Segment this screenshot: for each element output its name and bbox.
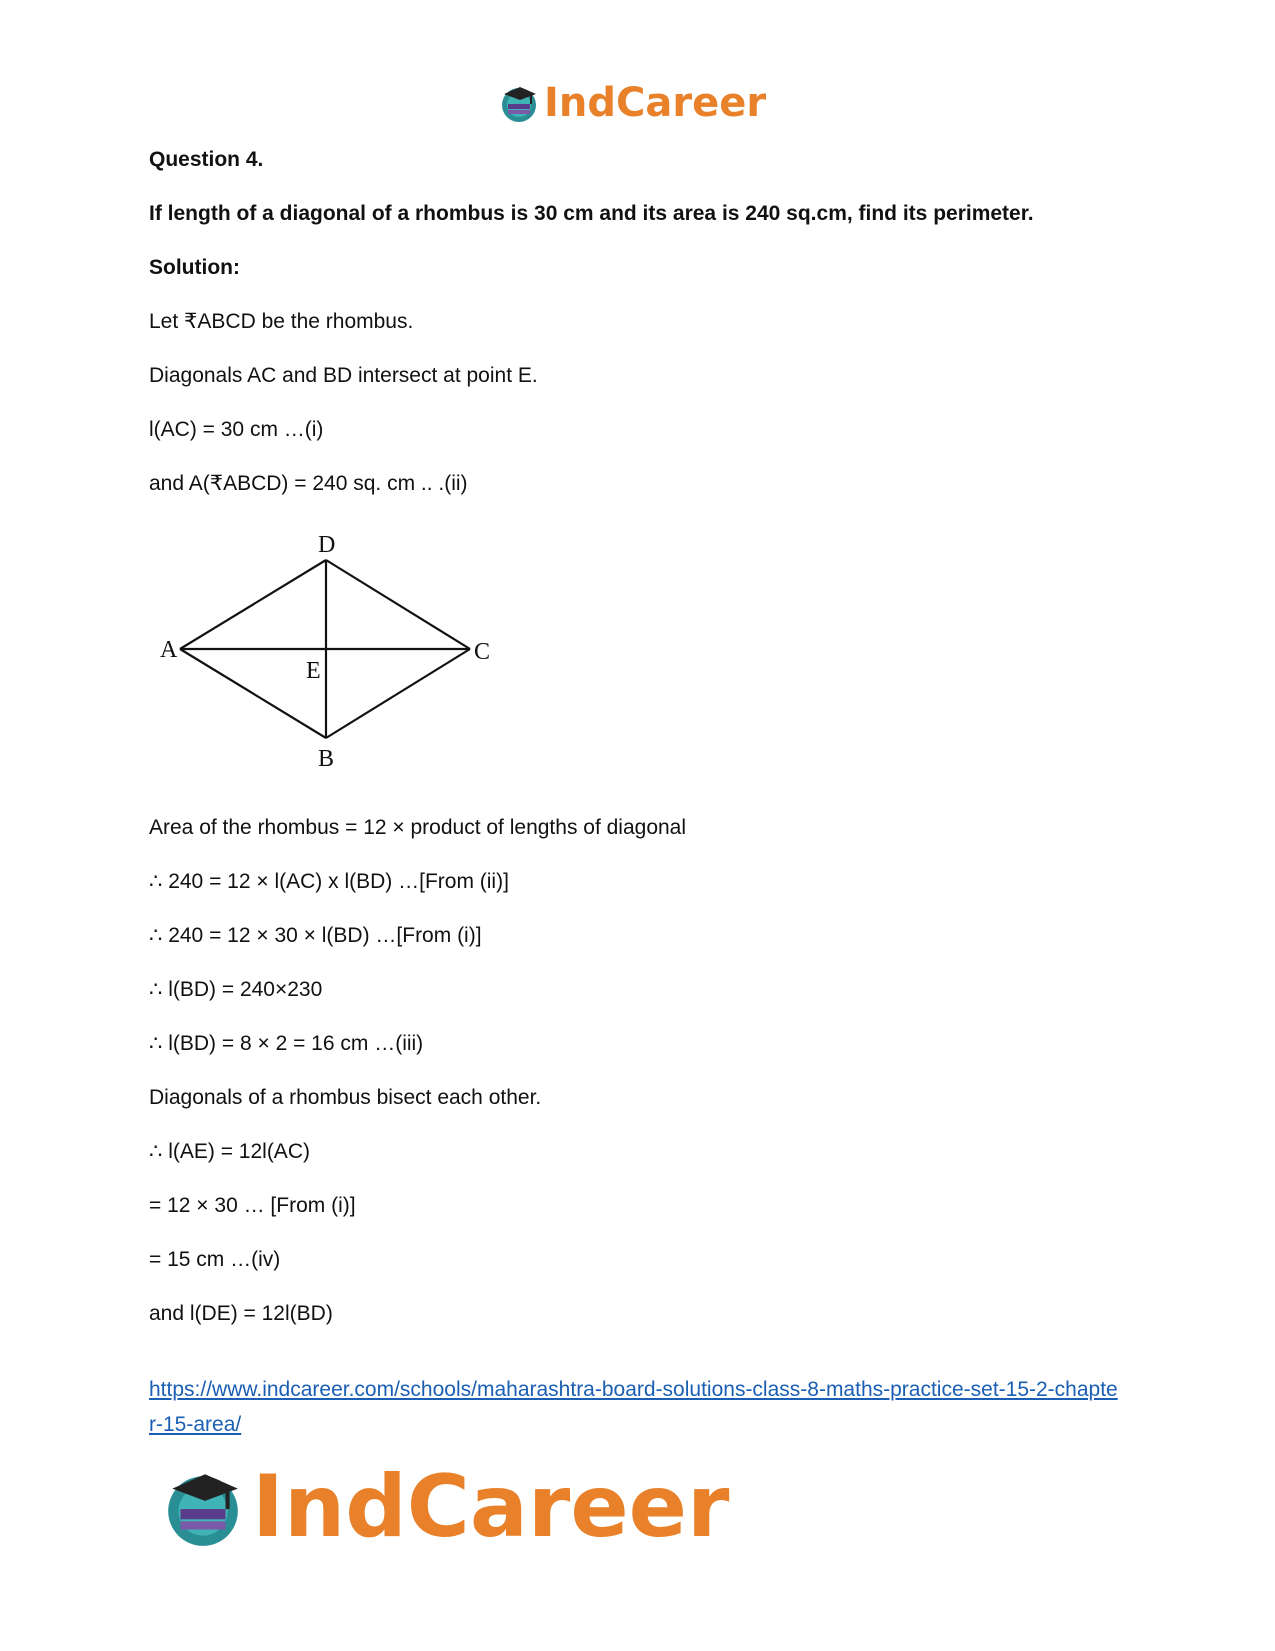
- solution-line: Diagonals AC and BD intersect at point E.: [149, 364, 538, 387]
- solution-step: Diagonals of a rhombus bisect each other.: [149, 1086, 542, 1109]
- solution-step: Area of the rhombus = 12 × product of lengths of diagonal: [149, 816, 687, 839]
- logo-top: [498, 80, 766, 126]
- solution-line: Let ₹ABCD be the rhombus.: [149, 310, 414, 333]
- rhombus-figure: [150, 532, 500, 782]
- logo-wordmark: IndCareer: [252, 1457, 730, 1557]
- vertex-label-b: B: [318, 746, 335, 772]
- solution-step: = 15 cm …(iv): [149, 1248, 281, 1271]
- solution-step: ∴ l(AE) = 12l(AC): [149, 1140, 310, 1163]
- graduation-globe-icon: [498, 82, 540, 124]
- solution-step: ∴ 240 = 12 × 30 × l(BD) …[From (i)]: [149, 924, 482, 947]
- vertex-label-c: C: [474, 639, 491, 665]
- point-label-e: E: [306, 658, 321, 684]
- side-cb: [326, 649, 470, 738]
- solution-line: l(AC) = 30 cm …(i): [149, 418, 324, 441]
- question-text: If length of a diagonal of a rhombus is 30 cm and its area is 240 sq.cm, find its perimeter.: [149, 202, 1034, 225]
- vertex-label-a: A: [160, 637, 178, 663]
- solution-step: ∴ 240 = 12 × l(AC) x l(BD) …[From (ii)]: [149, 870, 509, 893]
- graduation-globe-icon: [160, 1464, 246, 1550]
- logo-bottom: [160, 1457, 730, 1557]
- question-heading: Question 4.: [149, 148, 264, 171]
- solution-step: = 12 × 30 … [From (i)]: [149, 1194, 356, 1217]
- source-link[interactable]: https://www.indcareer.com/schools/maharashtra-board-solutions-class-8-maths-practice-set-15-2-chapter-15-area/: [149, 1378, 1118, 1436]
- vertex-label-d: D: [318, 532, 336, 558]
- solution-step: ∴ l(BD) = 8 × 2 = 16 cm …(iii): [149, 1032, 424, 1055]
- logo-wordmark: IndCareer: [544, 80, 767, 126]
- side-dc: [326, 560, 470, 649]
- side-ad: [180, 560, 326, 649]
- solution-heading: Solution:: [149, 256, 240, 279]
- solution-line: and A(₹ABCD) = 240 sq. cm .. .(ii): [149, 472, 468, 495]
- solution-step: and l(DE) = 12l(BD): [149, 1302, 333, 1325]
- side-ba: [180, 649, 326, 738]
- solution-step: ∴ l(BD) = 240×230: [149, 978, 323, 1001]
